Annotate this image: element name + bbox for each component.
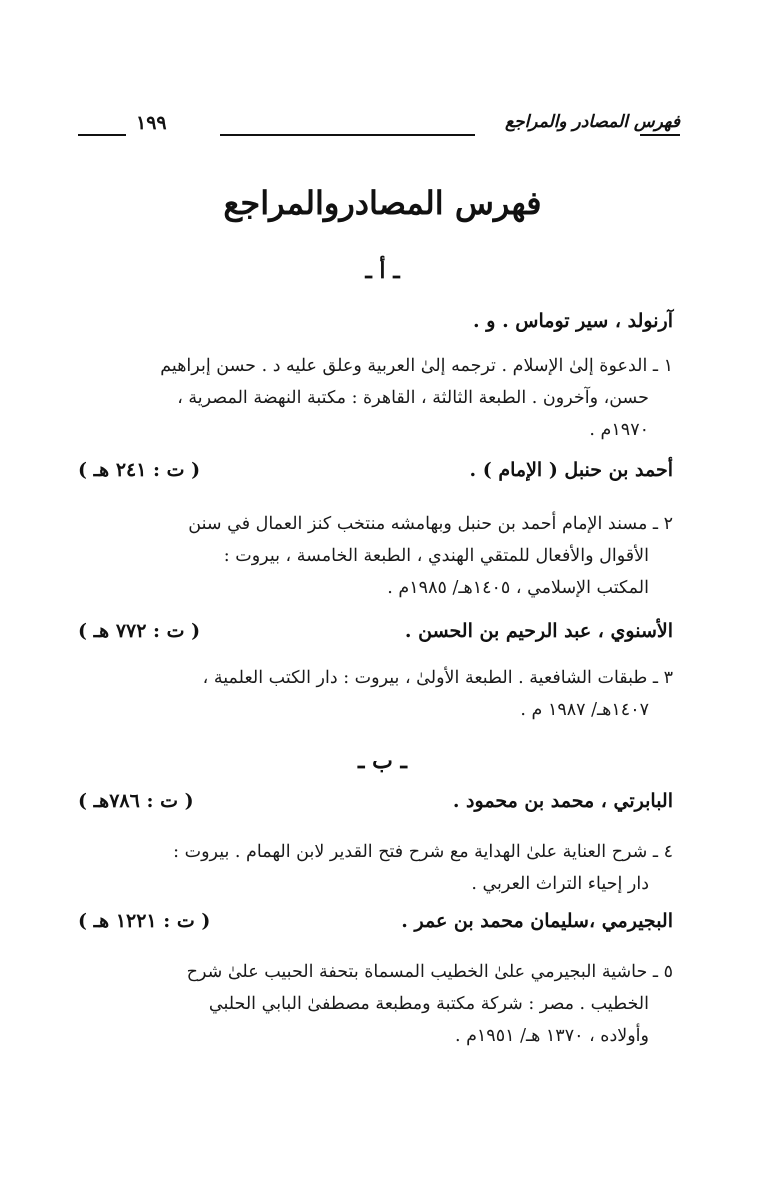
running-header-title: فهرس المصادر والمراجع xyxy=(505,112,680,132)
author-death-date: ( ت : ٧٧٢ هـ ) xyxy=(78,620,201,642)
entry-line: الخطيب . مصر : شركة مكتبة ومطبعة مصطفىٰ البابي الحلبي xyxy=(208,994,649,1014)
entry-line: ١٤٠٧هـ/ ١٩٨٧ م . xyxy=(520,700,649,720)
entry-line: حسن، وآخرون . الطبعة الثالثة ، القاهرة : مكتبة النهضة المصرية ، xyxy=(177,388,649,408)
section-letter-ba: ـ ب ـ xyxy=(358,748,407,774)
entry-line: ٥ ـ حاشية البجيرمي علىٰ الخطيب المسماة بتحفة الحبيب علىٰ شرح xyxy=(186,962,673,982)
author-name: الأسنوي ، عبد الرحيم بن الحسن . xyxy=(404,620,673,642)
entry-line: المكتب الإسلامي ، ١٤٠٥هـ/ ١٩٨٥م . xyxy=(387,578,649,598)
header-rule-middle xyxy=(220,134,475,136)
header-rule-right xyxy=(640,134,680,136)
entry-line: ٤ ـ شرح العناية علىٰ الهداية مع شرح فتح القدير لابن الهمام . بيروت : xyxy=(173,842,673,862)
author-death-date: ( ت : ١٢٢١ هـ ) xyxy=(78,910,211,932)
entry-line: ١ ـ الدعوة إلىٰ الإسلام . ترجمه إلىٰ العربية وعلق عليه د . حسن إبراهيم xyxy=(160,356,673,376)
author-heading xyxy=(78,459,673,489)
author-heading xyxy=(78,910,673,940)
section-letter-alif: ـ أ ـ xyxy=(365,258,400,284)
author-name: البابرتي ، محمد بن محمود . xyxy=(452,790,673,812)
header-rule-left xyxy=(78,134,126,136)
author-heading xyxy=(78,620,673,650)
author-name: البجيرمي ،سليمان محمد بن عمر . xyxy=(401,910,673,932)
entry-line: ١٩٧٠م . xyxy=(589,420,649,440)
author-heading xyxy=(78,310,673,340)
entry-line: دار إحياء التراث العربي . xyxy=(471,874,649,894)
bibliography-entry xyxy=(83,350,673,446)
author-name: آرنولد ، سير توماس . و . xyxy=(473,310,673,332)
author-death-date: ( ت : ٢٤١ هـ ) xyxy=(78,459,201,481)
entry-line: ٣ ـ طبقات الشافعية . الطبعة الأولىٰ ، بيروت : دار الكتب العلمية ، xyxy=(202,668,673,688)
page-title: فهرس المصادروالمراجع xyxy=(223,184,542,222)
bibliography-entry xyxy=(83,956,673,1052)
bibliography-entry xyxy=(83,662,673,726)
bibliography-entry xyxy=(83,508,673,604)
author-death-date: ( ت : ٧٨٦هـ ) xyxy=(78,790,194,812)
author-name: أحمد بن حنبل ( الإمام ) . xyxy=(469,459,673,481)
bibliography-entry xyxy=(83,836,673,900)
entry-line: ٢ ـ مسند الإمام أحمد بن حنبل وبهامشه منتخب كنز العمال في سنن xyxy=(188,514,673,534)
author-heading xyxy=(78,790,673,820)
entry-line: الأقوال والأفعال للمتقي الهندي ، الطبعة الخامسة ، بيروت : xyxy=(223,546,649,566)
page-number: ١٩٩ xyxy=(136,112,167,134)
running-header xyxy=(78,112,680,142)
entry-line: وأولاده ، ١٣٧٠ هـ/ ١٩٥١م . xyxy=(454,1026,649,1046)
